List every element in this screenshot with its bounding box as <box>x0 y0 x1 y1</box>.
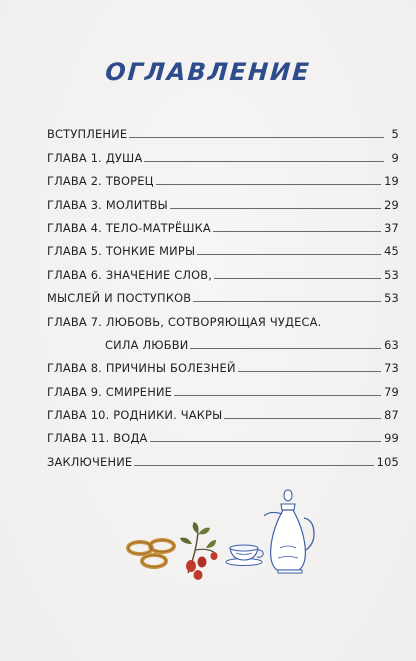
porcelain-jug-icon <box>264 490 314 573</box>
toc-entry <box>47 188 399 211</box>
toc-entry <box>47 329 399 352</box>
toc-leader-dots <box>190 347 381 349</box>
toc-entry-page: 45 <box>384 244 399 259</box>
table-of-contents <box>47 118 399 469</box>
toc-entry <box>47 445 399 468</box>
toc-entry-page: 5 <box>391 127 399 142</box>
toc-leader-dots <box>150 440 382 442</box>
toc-entry-label: ЗАКЛЮЧЕНИЕ <box>47 454 133 469</box>
toc-entry-label: ГЛАВА 10. РОДНИКИ. ЧАКРЫ <box>47 408 223 423</box>
toc-leader-dots <box>214 277 381 279</box>
toc-leader-dots <box>129 136 384 138</box>
toc-leader-dots <box>144 160 384 162</box>
toc-entry-label: ГЛАВА 4. ТЕЛО-МАТРЁШКА <box>47 220 211 235</box>
toc-entry-page: 99 <box>384 431 399 446</box>
toc-entry-label: ГЛАВА 1. ДУША <box>47 150 143 165</box>
toc-entry-label: ГЛАВА 2. ТВОРЕЦ <box>47 174 154 189</box>
toc-entry <box>47 352 399 375</box>
toc-entry-page: 79 <box>384 384 399 399</box>
toc-leader-dots <box>170 207 381 209</box>
toc-entry-page: 105 <box>376 454 399 469</box>
toc-entry <box>47 399 399 422</box>
toc-entry-label: ГЛАВА 8. ПРИЧИНЫ БОЛЕЗНЕЙ <box>47 361 236 376</box>
toc-entry-page: 19 <box>384 174 399 189</box>
toc-entry-page: 37 <box>384 220 399 235</box>
toc-entry-label: ГЛАВА 7. ЛЮБОВЬ, СОТВОРЯЮЩАЯ ЧУДЕСА. <box>47 314 322 329</box>
toc-entry-page: 9 <box>391 150 399 165</box>
toc-entry-label: ВСТУПЛЕНИЕ <box>47 127 128 142</box>
toc-leader-dots <box>156 183 381 185</box>
toc-entry <box>47 165 399 188</box>
toc-leader-dots <box>323 325 384 326</box>
toc-entry <box>47 212 399 235</box>
toc-entry-label: ГЛАВА 11. ВОДА <box>47 431 148 446</box>
toc-leader-dots <box>238 370 381 372</box>
toc-entry-label: ГЛАВА 9. СМИРЕНИЕ <box>47 384 173 399</box>
toc-entry-label: ГЛАВА 5. ТОНКИЕ МИРЫ <box>47 244 196 259</box>
toc-leader-dots <box>197 253 381 255</box>
toc-entry <box>47 282 399 305</box>
toc-leader-dots <box>193 300 381 302</box>
toc-entry <box>47 118 399 141</box>
toc-entry-label: МЫСЛЕЙ И ПОСТУПКОВ <box>47 291 192 306</box>
toc-entry <box>47 375 399 398</box>
tea-illustration <box>118 478 318 588</box>
toc-entry <box>47 235 399 258</box>
toc-leader-dots <box>134 464 373 466</box>
rosehip-branch-icon <box>180 522 218 580</box>
toc-leader-dots <box>224 417 381 419</box>
toc-title: ОГЛАВЛЕНИЕ <box>104 58 312 86</box>
toc-entry-label: ГЛАВА 6. ЗНАЧЕНИЕ СЛОВ, <box>47 267 213 282</box>
toc-leader-dots <box>213 230 381 232</box>
toc-entry-page: 29 <box>384 197 399 212</box>
toc-entry-page: 63 <box>384 337 399 352</box>
toc-entry-page: 87 <box>384 408 399 423</box>
toc-entry-label: СИЛА ЛЮБВИ <box>105 337 189 352</box>
toc-entry <box>47 258 399 281</box>
toc-entry-page: 53 <box>384 291 399 306</box>
bagels-icon <box>128 540 174 567</box>
toc-entry-page: 73 <box>384 361 399 376</box>
toc-entry <box>47 141 399 164</box>
teacup-icon <box>226 545 263 566</box>
toc-entry-label: ГЛАВА 3. МОЛИТВЫ <box>47 197 168 212</box>
toc-entry-page: 53 <box>384 267 399 282</box>
toc-leader-dots <box>174 394 381 396</box>
toc-entry <box>47 422 399 445</box>
toc-entry <box>47 305 399 328</box>
